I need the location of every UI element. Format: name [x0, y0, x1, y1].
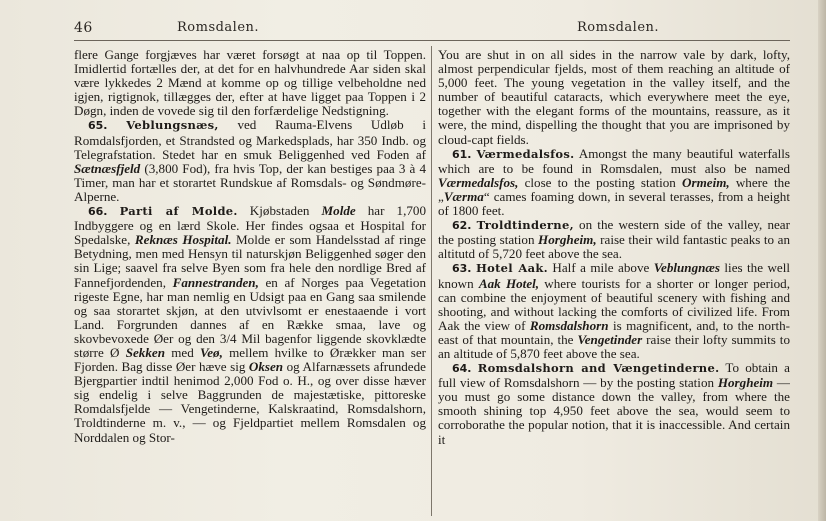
paragraph-65 — [74, 118, 426, 204]
right-column-english — [438, 48, 790, 510]
place-name: Ormeim, — [682, 174, 730, 190]
text-run: on the western side of the valley, near the posting station — [438, 217, 790, 248]
page-number: 46 — [74, 20, 93, 36]
place-name: Molde — [321, 203, 356, 219]
entry-title: Hotel Aak. — [475, 261, 548, 276]
paragraph-62 — [438, 218, 790, 261]
place-name: Værma — [443, 188, 484, 204]
left-column-norwegian — [74, 48, 426, 510]
text-run: har 1,700 Indbyggere og en lærd Skole. Her findes ogsaa et Hospital for Spedalske, — [74, 203, 426, 248]
place-name: Oksen — [248, 359, 284, 375]
text-run: is magnificent, and, to the north-east of that mountain, the — [438, 317, 790, 347]
paragraph-61 — [438, 147, 790, 218]
paragraph-continuation: flere Gange forgjæves har været forsøgt at naa op til Toppen. Imidlertid fortælles der, at det for en halvhundrede Aar siden skal være lykkedes 2 Mænd at komme op og tillige velbeholdne ned igjen, rigtignok, tillægges der, efter at have ligget paa Toppen i 2 Døgn, inden de vovede sig til den forfærdelige Nedstigning. — [74, 48, 426, 119]
text-run: where the „ — [438, 174, 790, 204]
text-run: (3,800 Fod), fra hvis Top, der kan bestiges paa 3 à 4 Timer, man har et storartet Rundskue af Romsdals- og Søndmøre-Alperne. — [74, 160, 426, 204]
paragraph-64 — [438, 361, 790, 447]
text-run: lies the well known — [438, 260, 790, 291]
header-rule — [74, 40, 790, 41]
entry-number: 66. — [88, 205, 108, 219]
entry-title: Veblungsnæs, — [126, 118, 219, 133]
text-run: To obtain a full view of Romsdalshorn — by the posting station — [438, 360, 790, 391]
entry-number: 63. — [452, 262, 472, 276]
entry-title: Parti af Molde. — [119, 204, 238, 219]
text-run: Amongst the many beautiful waterfalls which are to be found in Romsdalen, must also be named — [438, 145, 790, 176]
place-name: Romsdalshorn — [529, 317, 609, 333]
place-name: Veblungnæs — [653, 260, 720, 276]
text-run: Half a mile above — [547, 260, 654, 276]
text-run: ved Rauma-Elvens Udløb i Romdalsfjorden, et Strandsted og Markedsplads, har 350 Indb. og Telegrafstation. Stedet har en smuk Beliggenhed ved Foden af — [74, 117, 426, 162]
text-run: — you must go some distance down the valley, from where the smooth shining top 4,950 feet above the sea, would seem to corroborathe the popular notion, that it is inaccessible. And certain it — [438, 375, 790, 447]
entry-title: Troldtinderne, — [476, 218, 574, 233]
place-name: Vengetinder — [577, 331, 643, 347]
page-edge-shadow — [818, 0, 826, 521]
place-name: Sætnæsfjeld — [74, 160, 141, 176]
entry-title: Værmedalsfos. — [476, 146, 575, 161]
paragraph-66 — [74, 204, 426, 445]
place-name: Veø, — [199, 344, 223, 360]
text-run: “ cames foaming down, in several terasses, from a height of 1800 feet. — [438, 188, 790, 219]
text-run: en af Norges paa Vegetation rigeste Egne, har man nemlig en Udsigt paa en Gang saa smilende og saa storartet skjøn, at den utvivlsomt er enestaaende i vort Land. Forgrunden dannes af en Række smaa, lave og skovbevoxede Øer og den — [74, 274, 426, 346]
entry-number: 62. — [452, 219, 472, 233]
place-name: Reknæs Hospital. — [134, 232, 232, 248]
entry-number: 61. — [452, 147, 472, 161]
running-head-left: Romsdalen. — [177, 20, 260, 35]
column-divider — [431, 46, 432, 516]
entry-number: 64. — [452, 362, 472, 376]
text-run: Mil bagenfor liggende skovklædte større Ø — [74, 330, 426, 360]
text-run: mellem hvilke to Ørækker man ser Fjorden. Bag disse Øer hæve sig — [74, 344, 426, 375]
place-name: Sekken — [125, 344, 165, 360]
text-run: Molde er som Handelsstad af ringe Betydning, men med Hensyn til naturskjøn Beliggenhed søger den sin Lige; saavel fra selve Byen som fra hele den nordlige Bred af Fannefjordenden, — [74, 232, 426, 290]
text-run: raise their lofty summits to an altitude of 5,870 feet above the sea. — [438, 331, 790, 361]
place-name: Horgheim, — [538, 232, 597, 248]
place-name: Horgheim — [717, 375, 774, 391]
text-run: med — [164, 344, 200, 360]
paragraph-63 — [438, 261, 790, 361]
text-run: raise their wild fantastic peaks to an altitutd of 5,720 feet above the sea. — [438, 232, 790, 262]
entry-title: Romsdalshorn and Vængetinderne. — [477, 361, 720, 376]
text-run: og Alfarnæssets afrundede Bjergpartier indtil henimod 2,000 Fod o. H., og over disse hæver sig endelig i selve Baggrunden de majestætiske, pittoreske Romdalsfjelde — Vengetinderne, Kalskraatind, Romsdalshorn, Troldtinderne m. v., — og Fjeldpartiet mellem Romsdalen og Norddalen og Stor- — [74, 359, 426, 445]
place-name: Fannestranden, — [172, 274, 259, 290]
running-head-right: Romsdalen. — [577, 20, 660, 35]
place-name: Aak Hotel, — [478, 275, 540, 291]
place-name: Værmedalsfos, — [438, 174, 519, 190]
text-run: Kjøbstaden — [237, 203, 322, 219]
text-run: close to the posting station — [518, 174, 683, 190]
entry-number: 65. — [88, 119, 108, 133]
paragraph-continuation: You are shut in on all sides in the narrow vale by dark, lofty, almost perpendicular fjelds, most of them reaching an altitude of 5,000 feet. The young vegetation in the valley itself, and the number of beautiful cataracts, which everywhere meet the eye, together with the elegant forms of the mountains, reassure, as it were, the mind, dispelling the thought that you are imprisoned by cloud-capt fields. — [438, 48, 790, 147]
text-run: where tourists for a shorter or longer period, can combine the enjoyment of beautiful scenery with fishing and shooting, and without lacking the comforts of civilized life. From Aak the view of — [438, 275, 790, 333]
fraction: 3/4 — [219, 330, 237, 346]
